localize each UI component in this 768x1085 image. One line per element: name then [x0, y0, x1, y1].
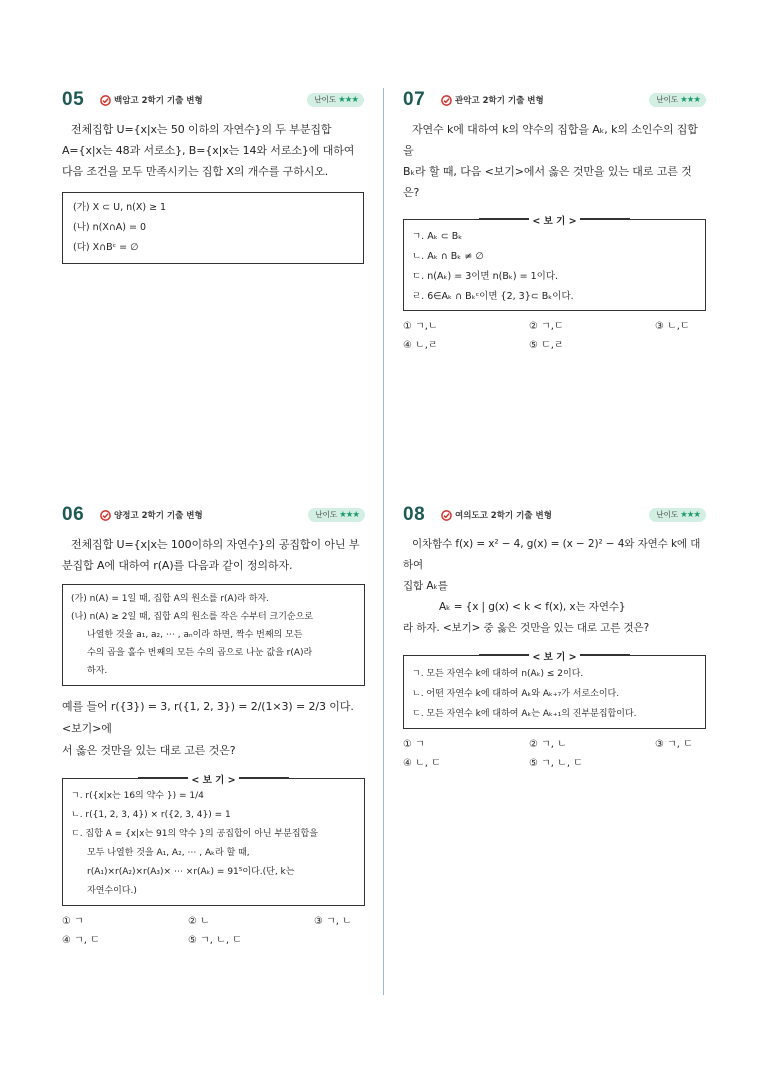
definition-item: 수의 곱을 홀수 번째의 모든 수의 곱으로 나눈 값을 r(A)라	[87, 648, 313, 658]
bogi-box	[403, 652, 706, 729]
stem-line: A={x|x는 48과 서로소}, B={x|x는 14와 서로소}에 대하여	[62, 144, 355, 157]
stem-line: 라 하자. <보기> 중 옳은 것만을 있는 대로 고른 것은?	[403, 622, 650, 634]
bogi-item: r(A₁)×r(A₂)×r(A₃)× ⋯ ×r(Aₖ) = 91⁵이다.(단, k는	[87, 867, 295, 877]
stem-line: 자연수 k에 대하여 k의 약수의 집합을 Aₖ, k의 소인수의 집합을	[403, 123, 698, 157]
condition-item: (가) X ⊂ U, n(X) ≥ 1	[73, 202, 167, 213]
question-stem	[62, 119, 364, 182]
check-icon	[441, 95, 452, 106]
option-2[interactable]: ② ㄴ	[188, 916, 210, 927]
question-number: 05	[62, 89, 85, 110]
bogi-item: ㄱ. r({x|x는 16의 약수 }) = 1/4	[71, 791, 204, 801]
option-4[interactable]: ④ ㄱ, ㄷ	[62, 935, 100, 946]
stem-line: 전체집합 U={x|x는 50 이하의 자연수}의 두 부분집합	[71, 123, 332, 136]
source-text: 양정고 2학기 기출 변형	[114, 511, 203, 521]
set-definition: Aₖ = {x | g(x) < k < f(x), x는 자연수}	[439, 601, 626, 613]
definition-item: 하자.	[87, 666, 108, 676]
column-divider	[383, 88, 384, 995]
bogi-title	[63, 771, 364, 790]
question-number: 07	[403, 89, 426, 110]
source-text: 여의도고 2학기 기출 변형	[455, 511, 552, 521]
option-1[interactable]: ① ㄱ	[403, 739, 425, 750]
definition-item: 나열한 것을 a₁, a₂, ⋯ , aₙ이라 하면, 짝수 번째의 모든	[87, 630, 303, 640]
option-2[interactable]: ② ㄱ,ㄷ	[529, 321, 564, 332]
bogi-title	[404, 212, 705, 232]
question-number: 06	[62, 504, 85, 525]
source-text: 관악고 2학기 기출 변형	[455, 96, 544, 106]
difficulty-label: 난이도	[314, 95, 337, 104]
difficulty-stars: ★★★	[680, 94, 700, 105]
stem-line: 서 옳은 것만을 있는 대로 고른 것은?	[62, 744, 236, 757]
check-icon	[100, 95, 111, 106]
stem-line: 분집합 A에 대하여 r(A)를 다음과 같이 정의하자.	[62, 559, 293, 572]
option-1[interactable]: ① ㄱ	[62, 916, 84, 927]
option-3[interactable]: ③ ㄱ, ㄴ	[314, 916, 352, 927]
bogi-item: ㄹ. 6∈Aₖ ∩ Bₖᶜ이면 {2, 3}⊂ Bₖ이다.	[412, 291, 574, 302]
difficulty-badge	[308, 508, 365, 522]
stem-line: 예를 들어 r({3}) = 3, r({1, 2, 3}) = 2/(1×3) = 2/3 이다. <보기>에	[62, 700, 354, 735]
stem-line: Bₖ라 할 때, 다음 <보기>에서 옳은 것만을 있는 대로 고른 것은?	[403, 165, 692, 199]
question-06	[62, 505, 365, 950]
option-1[interactable]: ① ㄱ,ㄴ	[403, 321, 438, 332]
difficulty-label: 난이도	[315, 510, 338, 519]
option-4[interactable]: ④ ㄴ, ㄷ	[403, 758, 441, 769]
option-5[interactable]: ⑤ ㄷ,ㄹ	[529, 340, 564, 351]
question-number: 08	[403, 504, 426, 525]
difficulty-stars: ★★★	[338, 94, 358, 105]
bogi-box	[62, 775, 365, 906]
difficulty-stars: ★★★	[339, 509, 359, 520]
bogi-title-text: < 보 기 >	[529, 216, 579, 227]
bogi-title-text: < 보 기 >	[529, 652, 579, 663]
bogi-title-text: < 보 기 >	[188, 775, 238, 786]
condition-item: (다) X∩Bᶜ = ∅	[73, 242, 139, 253]
check-icon	[100, 510, 111, 521]
difficulty-badge	[649, 93, 706, 107]
option-2[interactable]: ② ㄱ, ㄴ	[529, 739, 567, 750]
check-icon	[441, 510, 452, 521]
bogi-item: 모두 나열한 것을 A₁, A₂, ⋯ , Aₖ라 할 때,	[87, 848, 250, 858]
example-text	[62, 696, 365, 762]
condition-item: (나) n(X∩A) = 0	[73, 222, 147, 233]
option-3[interactable]: ③ ㄴ,ㄷ	[655, 321, 690, 332]
difficulty-label: 난이도	[656, 95, 679, 104]
question-stem	[403, 534, 706, 639]
bogi-item: ㄱ. 모든 자연수 k에 대하여 n(Aₖ) ≤ 2이다.	[412, 669, 584, 679]
source-label	[100, 94, 203, 106]
stem-line: 이차함수 f(x) = x² − 4, g(x) = (x − 2)² − 4와 자연수 k에 대하여	[403, 538, 701, 571]
bogi-item: ㄷ. 모든 자연수 k에 대하여 Aₖ는 Aₖ₊₁의 진부분집합이다.	[412, 709, 637, 719]
bogi-title	[404, 648, 705, 668]
definition-item: (나) n(A) ≥ 2일 때, 집합 A의 원소를 작은 수부터 크기순으로	[71, 612, 313, 622]
definition-item: (가) n(A) = 1일 때, 집합 A의 원소를 r(A)라 하자.	[71, 594, 270, 604]
answer-options	[62, 912, 365, 950]
question-08	[403, 505, 706, 773]
stem-line: 다음 조건을 모두 만족시키는 집합 X의 개수를 구하시오.	[62, 165, 329, 178]
difficulty-badge	[307, 93, 364, 107]
option-4[interactable]: ④ ㄴ,ㄹ	[403, 340, 438, 351]
source-label	[441, 94, 544, 106]
condition-box	[62, 192, 364, 264]
option-5[interactable]: ⑤ ㄱ, ㄴ, ㄷ	[188, 935, 242, 946]
option-3[interactable]: ③ ㄱ, ㄷ	[655, 739, 693, 750]
bogi-box	[403, 216, 706, 311]
difficulty-label: 난이도	[656, 510, 679, 519]
stem-line: 전체집합 U={x|x는 100이하의 자연수}의 공집합이 아닌 부	[71, 538, 360, 551]
bogi-item: ㄷ. 집합 A = {x|x는 91의 약수 }의 공집합이 아닌 부분집합을	[71, 829, 318, 839]
source-text: 백암고 2학기 기출 변형	[114, 96, 203, 106]
source-label	[100, 509, 203, 521]
answer-options	[403, 735, 706, 773]
stem-line: 집합 Aₖ를	[403, 580, 448, 592]
bogi-item: ㄴ. 어떤 자연수 k에 대하여 Aₖ와 Aₖ₊₇가 서로소이다.	[412, 689, 620, 699]
answer-options	[403, 317, 706, 355]
question-05	[62, 90, 364, 264]
bogi-item: ㄱ. Aₖ ⊂ Bₖ	[412, 231, 463, 242]
option-5[interactable]: ⑤ ㄱ, ㄴ, ㄷ	[529, 758, 583, 769]
definition-box	[62, 584, 365, 686]
difficulty-stars: ★★★	[680, 509, 700, 520]
source-label	[441, 509, 552, 521]
question-stem	[62, 534, 365, 576]
bogi-item: ㄷ. n(Aₖ) = 3이면 n(Bₖ) = 1이다.	[412, 271, 559, 282]
question-07	[403, 90, 706, 355]
difficulty-badge	[649, 508, 706, 522]
bogi-item: ㄴ. Aₖ ∩ Bₖ ≠ ∅	[412, 251, 484, 262]
bogi-item: 자연수이다.)	[87, 886, 137, 896]
bogi-item: ㄴ. r({1, 2, 3, 4}) × r({2, 3, 4}) = 1	[71, 810, 231, 820]
question-stem	[403, 119, 706, 203]
